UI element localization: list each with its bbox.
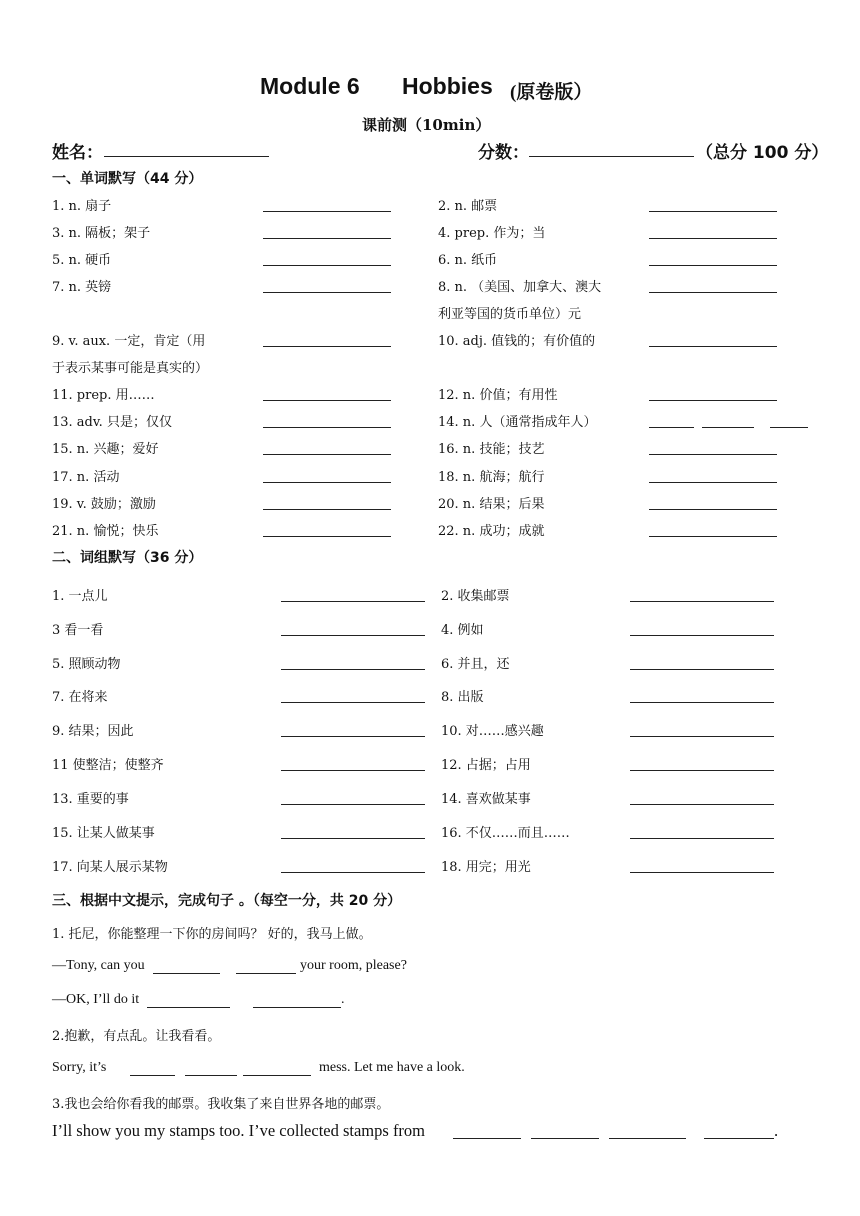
answer-blank[interactable] xyxy=(630,669,774,670)
answer-blank[interactable] xyxy=(649,265,777,266)
answer-blank[interactable] xyxy=(630,635,774,636)
answer-blank[interactable] xyxy=(649,292,777,293)
question-3-line-a: I’ll show you my stamps too. I’ve collected stamps from xyxy=(52,1121,426,1140)
answer-blank[interactable] xyxy=(630,601,774,602)
phrase-item: 10. 对……感兴趣 xyxy=(441,724,544,739)
answer-blank[interactable] xyxy=(649,400,777,401)
answer-blank[interactable] xyxy=(649,509,777,510)
answer-blank[interactable] xyxy=(263,454,391,455)
answer-blank[interactable] xyxy=(253,1007,341,1008)
phrase-item: 6. 并且，还 xyxy=(441,657,510,672)
word-item: 5. n. 硬币 xyxy=(52,253,112,268)
phrase-item: 18. 用完；用光 xyxy=(441,860,531,875)
answer-blank[interactable] xyxy=(630,838,774,839)
question-3-line-a-tail: . xyxy=(774,1121,779,1140)
answer-blank[interactable] xyxy=(649,238,777,239)
question-2-line-a-tail: mess. Let me have a look. xyxy=(319,1060,465,1075)
question-2-chinese: 2.抱歉，有点乱。让我看看。 xyxy=(52,1029,221,1044)
title-module: Module 6 xyxy=(260,73,360,99)
answer-blank[interactable] xyxy=(531,1138,599,1139)
word-item: 4. prep. 作为；当 xyxy=(438,226,546,241)
word-item: 12. n. 价值；有用性 xyxy=(438,388,558,403)
answer-blank[interactable] xyxy=(263,427,391,428)
phrase-item: 11 使整洁；使整齐 xyxy=(52,758,164,773)
answer-blank[interactable] xyxy=(281,635,425,636)
word-item: 18. n. 航海；航行 xyxy=(438,470,545,485)
word-item: 10. adj. 值钱的；有价值的 xyxy=(438,334,596,349)
word-item: 21. n. 愉悦；快乐 xyxy=(52,524,159,539)
word-item: 16. n. 技能；技艺 xyxy=(438,442,545,457)
answer-blank[interactable] xyxy=(263,265,391,266)
score-label: 分数： xyxy=(478,143,529,163)
total-label: （总分 100 分） xyxy=(696,143,829,163)
word-item: 8. n. （美国、加拿大、澳大 xyxy=(438,280,602,295)
word-item: 13. adv. 只是；仅仅 xyxy=(52,415,172,430)
answer-blank[interactable] xyxy=(630,872,774,873)
answer-blank[interactable] xyxy=(263,211,391,212)
answer-blank[interactable] xyxy=(453,1138,521,1139)
word-item: 11. prep. 用…… xyxy=(52,388,155,403)
answer-blank[interactable] xyxy=(263,536,391,537)
word-item: 14. n. 人（通常指成年人） xyxy=(438,415,597,430)
answer-blank[interactable] xyxy=(130,1075,175,1076)
answer-blank[interactable] xyxy=(281,770,425,771)
answer-blank[interactable] xyxy=(649,211,777,212)
score-field[interactable] xyxy=(529,156,694,157)
answer-blank[interactable] xyxy=(649,482,777,483)
answer-blank[interactable] xyxy=(236,973,296,974)
answer-blank[interactable] xyxy=(281,736,425,737)
answer-blank[interactable] xyxy=(609,1138,686,1139)
answer-blank[interactable] xyxy=(263,400,391,401)
answer-blank[interactable] xyxy=(649,427,694,428)
word-item: 22. n. 成功；成就 xyxy=(438,524,545,539)
word-item: 6. n. 纸币 xyxy=(438,253,498,268)
phrase-item: 1. 一点儿 xyxy=(52,589,108,604)
answer-blank[interactable] xyxy=(185,1075,237,1076)
phrase-item: 12. 占据；占用 xyxy=(441,758,531,773)
phrase-item: 9. 结果；因此 xyxy=(52,724,134,739)
phrase-item: 16. 不仅……而且…… xyxy=(441,826,570,841)
phrase-item: 3 看一看 xyxy=(52,623,104,638)
word-item: 3. n. 隔板；架子 xyxy=(52,226,151,241)
question-3-chinese: 3.我也会给你看我的邮票。我收集了来自世界各地的邮票。 xyxy=(52,1097,390,1112)
answer-blank[interactable] xyxy=(649,536,777,537)
answer-blank[interactable] xyxy=(702,427,754,428)
word-item-continuation: 利亚等国的货币单位）元 xyxy=(438,307,582,322)
answer-blank[interactable] xyxy=(281,872,425,873)
answer-blank[interactable] xyxy=(630,804,774,805)
section3-heading: 三、根据中文提示，完成句子 。（每空一分，共 20 分） xyxy=(52,893,402,909)
answer-blank[interactable] xyxy=(263,238,391,239)
answer-blank[interactable] xyxy=(770,427,808,428)
answer-blank[interactable] xyxy=(263,482,391,483)
answer-blank[interactable] xyxy=(263,292,391,293)
phrase-item: 13. 重要的事 xyxy=(52,792,129,807)
name-field[interactable] xyxy=(104,156,269,157)
word-item: 15. n. 兴趣；爱好 xyxy=(52,442,159,457)
question-1-line-a: —Tony, can you xyxy=(52,958,145,973)
section2-heading: 二、词组默写（36 分） xyxy=(52,550,203,566)
word-item: 20. n. 结果；后果 xyxy=(438,497,545,512)
word-item: 19. v. 鼓励；激励 xyxy=(52,497,156,512)
title-version: (原卷版） xyxy=(510,82,593,103)
answer-blank[interactable] xyxy=(153,973,220,974)
word-item: 1. n. 扇子 xyxy=(52,199,112,214)
title-topic: Hobbies xyxy=(402,73,493,99)
answer-blank[interactable] xyxy=(281,601,425,602)
answer-blank[interactable] xyxy=(281,702,425,703)
answer-blank[interactable] xyxy=(630,702,774,703)
phrase-item: 5. 照顾动物 xyxy=(52,657,121,672)
phrase-item: 8. 出版 xyxy=(441,690,484,705)
phrase-item: 7. 在将来 xyxy=(52,690,108,705)
answer-blank[interactable] xyxy=(263,509,391,510)
phrase-item: 14. 喜欢做某事 xyxy=(441,792,531,807)
question-2-line-a: Sorry, it’s xyxy=(52,1060,107,1075)
answer-blank[interactable] xyxy=(649,454,777,455)
phrase-item: 2. 收集邮票 xyxy=(441,589,510,604)
phrase-item: 4. 例如 xyxy=(441,623,484,638)
answer-blank[interactable] xyxy=(630,770,774,771)
phrase-item: 15. 让某人做某事 xyxy=(52,826,155,841)
name-label: 姓名： xyxy=(52,143,103,163)
subtitle: 课前测（10min） xyxy=(362,116,491,134)
question-1-line-b: —OK, I’ll do it xyxy=(52,992,140,1007)
answer-blank[interactable] xyxy=(281,804,425,805)
answer-blank[interactable] xyxy=(649,346,777,347)
word-item-continuation: 于表示某事可能是真实的） xyxy=(52,361,209,376)
answer-blank[interactable] xyxy=(704,1138,774,1139)
question-1-line-b-tail: . xyxy=(341,992,345,1007)
answer-blank[interactable] xyxy=(263,346,391,347)
question-1-chinese: 1. 托尼，你能整理一下你的房间吗？ 好的，我马上做。 xyxy=(52,927,372,942)
word-item: 2. n. 邮票 xyxy=(438,199,498,214)
word-item: 9. v. aux. 一定，肯定（用 xyxy=(52,334,206,349)
answer-blank[interactable] xyxy=(281,669,425,670)
phrase-item: 17. 向某人展示某物 xyxy=(52,860,168,875)
word-item: 17. n. 活动 xyxy=(52,470,120,485)
answer-blank[interactable] xyxy=(243,1075,311,1076)
answer-blank[interactable] xyxy=(281,838,425,839)
word-item: 7. n. 英镑 xyxy=(52,280,112,295)
section1-heading: 一、单词默写（44 分） xyxy=(52,171,203,187)
question-1-line-a-tail: your room, please? xyxy=(300,958,407,973)
answer-blank[interactable] xyxy=(630,736,774,737)
answer-blank[interactable] xyxy=(147,1007,230,1008)
